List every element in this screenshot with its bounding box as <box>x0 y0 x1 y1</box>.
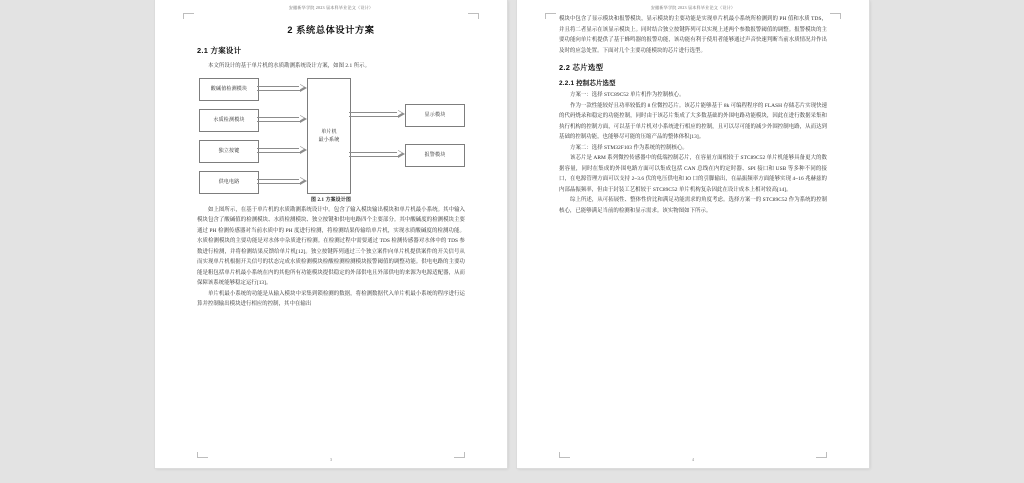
diagram-node-label: 酸碱值检测模块 <box>210 86 248 92</box>
figure-caption-2-1: 图 2.1 方案设计图 <box>310 197 352 203</box>
diagram-node-label: 供电电路 <box>218 179 240 185</box>
diagram-arrow-mcu-to-display <box>349 110 405 119</box>
continued-paragraph: 模块中包含了显示模块和报警模块，显示模块的主要功能是实现单片机最小系统所检测到的 PH 值和水质 TDS，并且将二者显示在该显示模块上。同时结合独立按键阵列可以实现上述两个参数报警阈值的调整。报警模块的主要功能向单片机提供了基于蜂鸣器的报警功能，该功能有利于使用者能够通过声音快速判断当前水质情况并作出及时的应急处置。下面对几个主要功能模块的芯片进行选型。 <box>559 16 827 54</box>
diagram-node-label: 水质检测模块 <box>213 117 245 123</box>
arrow-head-icon <box>300 115 307 123</box>
arrow-shaft <box>349 152 398 157</box>
diagram-node-independent-keys <box>199 140 259 163</box>
body-paragraph: 作为一款性能较好且功率较低的 8 位微控芯片。该芯片能够基于 8k 可编程程序的 FLASH 存储芯片实现快速的代码烧录和稳定的功能控制，同时由于该芯片集成了大多数基础的外围电路功能模块，因此在进行数据采集和执行机构的控制方面，可以基于单片机对小系统进行相应的控制，且可以尽可能的减少外围控制电路，从而达到基础的控制功能，也能够尽可能的压缩产品的整体体积[13]。 <box>559 102 828 140</box>
body-paragraph: 单片机最小系统的功能是从输入模块中采集到锁检测的数据，将检测数据代入单片机最小系统的程序进行运算并控制输出模块进行相应的控制，其中在输出 <box>197 290 465 307</box>
diagram-node-label: 显示模块 <box>424 112 446 118</box>
diagram-node-mcu-minimum-system <box>307 78 351 194</box>
diagram-arrow-water-to-mcu <box>257 115 307 124</box>
chapter-title: 2 系统总体设计方案 <box>287 25 375 35</box>
arrow-shaft <box>257 86 300 91</box>
diagram-node-label-line1: 单片机 <box>321 128 337 135</box>
diagram-arrow-keys-to-mcu <box>257 146 307 155</box>
crop-mark-top-left <box>545 13 556 19</box>
crop-mark-top-right <box>830 13 841 19</box>
body-paragraph: 如上图所示，在基于单片机的水质勘测系统设计中。包含了输入模块输出模块和单片机最小系统。其中输入模块包含了酸碱值的检测模块、水质检测模块、独立按键和供电电路四个主要部分。其中酸碱度的检测模块主要通过 PH 检测传感器对当前水质中的 PH 度进行检测，将检测结果传输给单片机，实现水质酸碱度的检测功能。水质检测模块的主要功能是对水体中杂质进行检测。在检测过程中需要通过 TDS 检测传感器对水体中的 TDS 参数进行检测，并将检测结果反馈给单片机[12]。独立按键阵列通过三个独立案件向单片机提供案件的开关信号从而实现单片机根据开关信号的状态完成水质检测模块检酸检测检测模块报警阈值的调整功能。供电电路的主要功能是粗包括单片机最小系统在内的其他所有功能模块提供稳定的外部供电且外部供电的来源为电源适配器，从而保障该系统能够稳定运行[13]。 <box>197 206 465 286</box>
arrow-shaft <box>349 112 398 117</box>
arrow-head-icon <box>398 150 405 158</box>
diagram-arrow-mcu-to-alarm <box>349 150 405 159</box>
diagram-node-water-quality-module <box>199 109 259 132</box>
running-header-page-3: 安徽新华学院 2023 届本科毕业论文（设计） <box>288 5 374 10</box>
arrow-shaft <box>257 148 300 153</box>
section-title-2-2: 2.2 芯片选型 <box>559 63 604 72</box>
arrow-head-icon <box>300 84 307 92</box>
page-3-inner <box>183 0 479 468</box>
running-header-page-4: 安徽新华学院 2023 届本科毕业论文（设计） <box>650 5 736 10</box>
body-paragraph: 方案一：选择 STC89C52 单片机作为控制核心。 <box>570 92 685 98</box>
body-paragraph: 方案二：选择 STM32F103 作为系统的控制核心。 <box>570 144 688 151</box>
arrow-shaft <box>257 117 300 122</box>
body-paragraph: 综上所述，从可拓展性、整体性价比和满足功能需求的角度考虑。选择方案一的 STC89C52 作为系统的控制核心，已能够满足当前的检测和显示需求。该实物图如下所示。 <box>559 197 827 214</box>
arrow-shaft <box>257 179 300 184</box>
subsection-title-2-2-1: 2.2.1 控制芯片选型 <box>559 80 616 87</box>
arrow-head-icon <box>300 177 307 185</box>
diagram-node-display-module <box>405 104 465 127</box>
page-3-body <box>197 14 465 446</box>
arrow-head-icon <box>398 110 405 118</box>
diagram-node-ph-module <box>199 78 259 101</box>
page-number-label: 4 <box>691 457 695 462</box>
body-paragraph: 该芯片是 ARM 系列微控传感器中的低端控制芯片，在容量方面相较于 STC89C52 单片机能够具备更大的数据容量，同时在集成的外围电路方面可以集成包括 CAN 总线在内的定时器、SPI 接口和 USB 等多种不同的接口，在电源管理方面可以支持 2~3.6 伏的电压供电和 IO 口的引脚输出，在晶振频率方面能够实现 4~16 兆赫兹的内部晶振频率，但由于封装工艺相较于 STC89C52 单片机构复杂因此在设计成本上相对较高[14]。 <box>559 155 827 193</box>
page-4-inner <box>545 0 841 468</box>
document-page-3[interactable] <box>155 0 507 468</box>
diagram-node-label-line2: 最小系统 <box>318 136 340 143</box>
diagram-arrow-ph-to-mcu <box>257 84 307 93</box>
page-number-label: 3 <box>329 457 333 462</box>
page-4-body <box>559 14 827 446</box>
section-title-2-1: 2.1 方案设计 <box>197 46 242 55</box>
crop-mark-top-right <box>468 13 479 19</box>
crop-mark-top-left <box>183 13 194 19</box>
diagram-arrow-power-to-mcu <box>257 177 307 186</box>
diagram-node-label: 独立按键 <box>218 148 240 154</box>
diagram-node-power-circuit <box>199 171 259 194</box>
arrow-head-icon <box>300 146 307 154</box>
diagram-node-label: 报警模块 <box>424 152 446 158</box>
document-page-4[interactable] <box>517 0 869 468</box>
intro-paragraph: 本文所设计的基于单片机的水质勘测系统设计方案，如图 2.1 所示。 <box>208 63 371 69</box>
figure-2-1-block-diagram <box>197 78 465 192</box>
diagram-node-alarm-module <box>405 144 465 167</box>
